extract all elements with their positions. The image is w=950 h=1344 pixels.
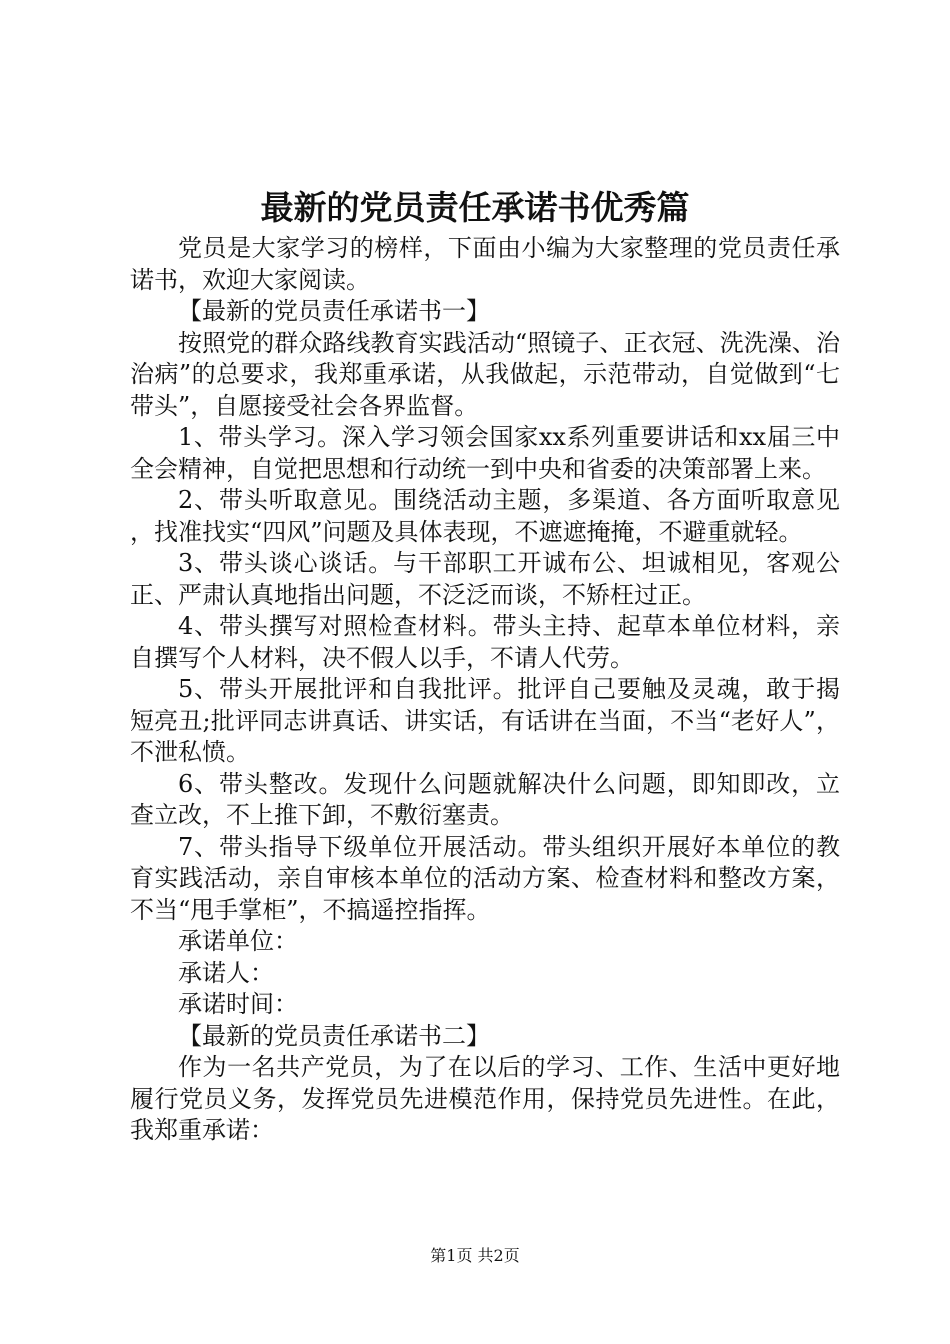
item-write-materials: 4、带头撰写对照检查材料。带头主持、起草本单位材料，亲自撰写个人材料，决不假人以手，不请人代劳。	[130, 612, 840, 672]
pledge-paragraph: 按照党的群众路线教育实践活动“照镜子、正衣冠、洗洗澡、治治病”的总要求，我郑重承诺，从我做起，示范带动，自觉做到“七带头”，自愿接受社会各界监督。	[130, 328, 840, 420]
document-title: 最新的党员责任承诺书优秀篇	[260, 188, 690, 227]
pledge-unit-label: 承诺单位：	[178, 927, 298, 955]
intro-paragraph: 党员是大家学习的榜样，下面由小编为大家整理的党员责任承诺书，欢迎大家阅读。	[130, 234, 840, 294]
item-study: 1、带头学习。深入学习领会国家xx系列重要讲话和xx届三中全会精神，自觉把思想和行动统一到中央和省委的决策部署上来。	[130, 423, 840, 483]
pledge-person-label: 承诺人：	[178, 958, 274, 987]
section-two-paragraph: 作为一名共产党员，为了在以后的学习、工作、生活中更好地履行党员义务，发挥党员先进模范作用，保持党员先进性。在此，我郑重承诺：	[130, 1053, 840, 1144]
pledge-date-label: 承诺时间：	[178, 990, 298, 1018]
page-footer: 第1页 共2页	[430, 1246, 520, 1265]
section-heading-two: 【最新的党员责任承诺书二】	[178, 1021, 490, 1050]
item-criticism: 5、带头开展批评和自我批评。批评自己要触及灵魂，敢于揭短亮丑;批评同志讲真话、讲实话，有话讲在当面，不当“老好人”，不泄私愤。	[130, 675, 840, 766]
item-guide-units: 7、带头指导下级单位开展活动。带头组织开展好本单位的教育实践活动，亲自审核本单位的活动方案、检查材料和整改方案，不当“甩手掌柜”，不搞遥控指挥。	[130, 832, 840, 924]
document-body	[130, 233, 840, 1147]
item-listen-opinions: 2、带头听取意见。围绕活动主题，多渠道、各方面听取意见，找准找实“四风”问题及具体表现，不遮遮掩掩，不避重就轻。	[130, 486, 840, 546]
item-heart-to-heart: 3、带头谈心谈话。与干部职工开诚布公、坦诚相见，客观公正、严肃认真地指出问题，不泛泛而谈，不矫枉过正。	[130, 549, 840, 609]
item-rectify: 6、带头整改。发现什么问题就解决什么问题，即知即改，立查立改，不上推下卸，不敷衍塞责。	[130, 769, 840, 829]
section-heading-one: 【最新的党员责任承诺书一】	[178, 297, 490, 325]
